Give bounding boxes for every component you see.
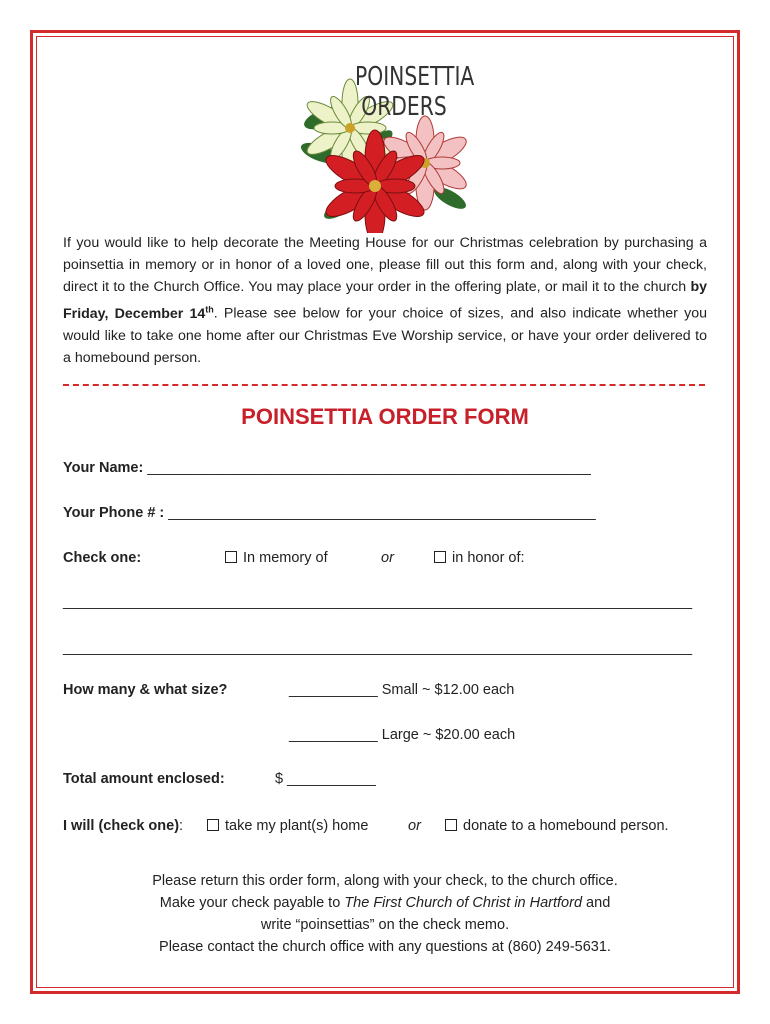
footer-line-2-post: and bbox=[582, 895, 611, 911]
in-memory-option[interactable] bbox=[225, 550, 328, 566]
intro-paragraph bbox=[63, 232, 707, 369]
total-amount-field[interactable]: $ ___________ bbox=[275, 771, 376, 787]
or-text-2: or bbox=[408, 818, 421, 834]
form-title: POINSETTIA ORDER FORM bbox=[241, 404, 529, 429]
footer-line-1: Please return this order form, along with your check, to the church office. bbox=[152, 873, 618, 889]
section-divider bbox=[63, 384, 705, 386]
name-row bbox=[63, 460, 591, 476]
donate-label: donate to a homebound person. bbox=[463, 818, 669, 834]
phone-row bbox=[63, 505, 596, 521]
in-honor-label: in honor of: bbox=[452, 550, 525, 566]
will-label-text: I will (check one) bbox=[63, 818, 180, 834]
large-option-label: Large ~ $20.00 each bbox=[381, 727, 516, 743]
in-honor-checkbox[interactable] bbox=[434, 551, 446, 563]
intro-text-after: . Please see below for your choice of sizes, and also indicate whether you would like to take one home after our Christmas Eve Worship service, or have your order delivered to a homebound person. bbox=[63, 305, 707, 366]
phone-label: Your Phone # : bbox=[63, 505, 165, 521]
intro-deadline-text: by Friday, December 14 bbox=[63, 279, 707, 322]
logo-title-line2: ORDERS bbox=[361, 92, 447, 122]
total-label-text: Total amount enclosed: bbox=[63, 771, 225, 787]
intro-deadline-sup: th bbox=[205, 304, 214, 314]
how-many-label-text: How many & what size? bbox=[63, 682, 228, 698]
logo-title bbox=[355, 62, 475, 122]
how-many-label bbox=[63, 682, 227, 698]
footer-line-4: Please contact the church office with any questions at (860) 249-5631. bbox=[159, 939, 611, 955]
footer-line-3: write “poinsettias” on the check memo. bbox=[260, 917, 510, 933]
footer-instructions bbox=[0, 870, 770, 958]
intro-text-before: If you would like to help decorate the Meeting House for our Christmas celebration by purchasing a poinsettia in memory or in honor of a loved one, please fill out this form and, along with your check, direct it to the Church Office. You may place your order in the offering plate, or mail it to the church bbox=[63, 235, 707, 295]
payee-name: The First Church of Christ in Hartford bbox=[344, 895, 583, 911]
small-option-label: Small ~ $12.00 each bbox=[381, 682, 515, 698]
footer-line-2-pre: Make your check payable to bbox=[159, 895, 345, 911]
phone-field[interactable]: _____________________________________________________ bbox=[168, 505, 596, 521]
logo-title-line1: POINSETTIA bbox=[355, 62, 475, 92]
total-label bbox=[63, 771, 225, 787]
in-memory-checkbox[interactable] bbox=[225, 551, 237, 563]
donate-checkbox[interactable] bbox=[445, 819, 457, 831]
in-memory-label: In memory of bbox=[243, 550, 328, 566]
take-home-label: take my plant(s) home bbox=[225, 818, 369, 834]
large-row bbox=[289, 727, 515, 743]
name-label: Your Name: bbox=[63, 460, 144, 476]
small-row bbox=[289, 682, 514, 698]
check-one-label bbox=[63, 550, 141, 566]
honoree-line-2[interactable]: ______________________________________________________________________________ bbox=[63, 640, 693, 656]
or-text-1: or bbox=[381, 550, 394, 566]
large-quantity-field[interactable]: ___________ bbox=[289, 727, 378, 743]
donate-option[interactable] bbox=[445, 818, 669, 834]
footer-line-2 bbox=[0, 892, 770, 914]
take-home-option[interactable] bbox=[207, 818, 368, 834]
small-quantity-field[interactable]: ___________ bbox=[289, 682, 378, 698]
will-label bbox=[63, 818, 183, 834]
take-home-checkbox[interactable] bbox=[207, 819, 219, 831]
honoree-line-1[interactable]: ______________________________________________________________________________ bbox=[63, 594, 693, 610]
will-label-colon: : bbox=[179, 818, 184, 834]
in-honor-option[interactable] bbox=[434, 550, 525, 566]
check-one-label-text: Check one: bbox=[63, 550, 142, 566]
name-field[interactable]: _______________________________________________________ bbox=[147, 460, 591, 476]
